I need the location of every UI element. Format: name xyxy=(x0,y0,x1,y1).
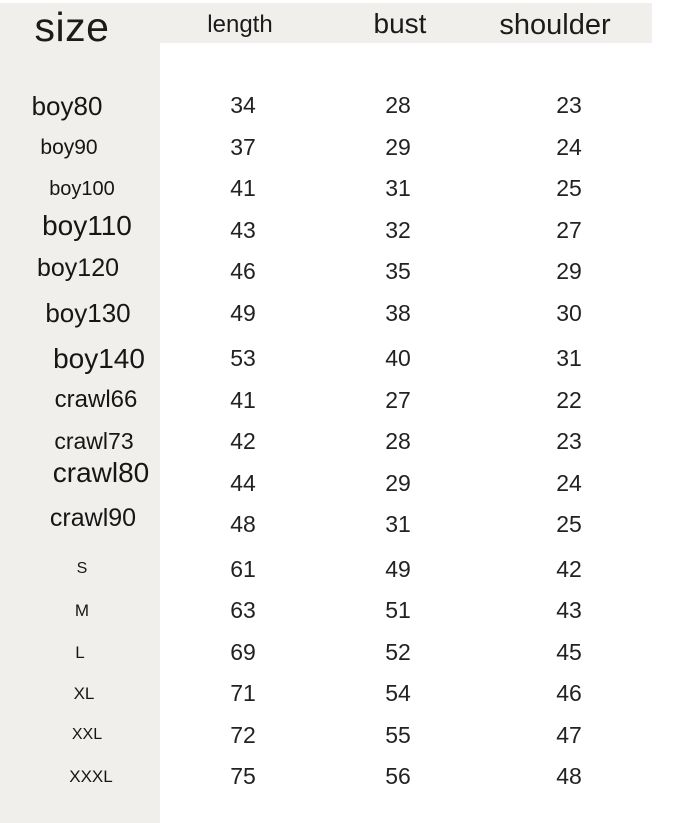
shoulder-value: 47 xyxy=(556,721,582,748)
shoulder-value: 30 xyxy=(556,299,582,326)
table-row xyxy=(0,251,668,293)
length-value: 44 xyxy=(230,469,256,496)
size-label: S xyxy=(76,560,88,578)
size-label: boy140 xyxy=(53,342,145,374)
size-label: crawl80 xyxy=(52,457,150,489)
shoulder-value: 27 xyxy=(556,216,582,243)
bust-value: 51 xyxy=(385,597,411,624)
bust-value: 40 xyxy=(385,345,411,372)
shoulder-value: 23 xyxy=(556,428,582,455)
length-value: 53 xyxy=(230,345,256,372)
shoulder-value: 46 xyxy=(556,680,582,707)
bust-value: 29 xyxy=(385,469,411,496)
column-header-bust: bust xyxy=(373,7,427,39)
shoulder-value: 24 xyxy=(556,133,582,160)
shoulder-value: 25 xyxy=(556,175,582,202)
table-row xyxy=(0,504,668,546)
bust-value: 49 xyxy=(385,555,411,582)
length-value: 37 xyxy=(230,133,256,160)
length-value: 49 xyxy=(230,299,256,326)
bust-value: 32 xyxy=(385,216,411,243)
shoulder-value: 45 xyxy=(556,638,582,665)
length-value: 41 xyxy=(230,386,256,413)
shoulder-value: 43 xyxy=(556,597,582,624)
length-value: 75 xyxy=(230,763,256,790)
length-value: 42 xyxy=(230,428,256,455)
bust-value: 28 xyxy=(385,92,411,119)
size-label: M xyxy=(74,601,90,621)
bust-value: 52 xyxy=(385,638,411,665)
length-value: 41 xyxy=(230,175,256,202)
shoulder-value: 31 xyxy=(556,345,582,372)
size-label: XXXL xyxy=(69,767,113,787)
table-row xyxy=(0,549,668,591)
column-header-size: size xyxy=(34,4,110,50)
bust-value: 29 xyxy=(385,133,411,160)
size-label: crawl66 xyxy=(54,386,138,414)
length-value: 34 xyxy=(230,92,256,119)
bust-value: 31 xyxy=(385,175,411,202)
table-row xyxy=(0,168,668,210)
table-row xyxy=(0,85,668,127)
size-label: XXL xyxy=(71,726,103,744)
length-value: 69 xyxy=(230,638,256,665)
header-row xyxy=(0,3,668,50)
size-label: crawl90 xyxy=(49,504,137,533)
size-label: boy100 xyxy=(49,177,115,200)
length-value: 46 xyxy=(230,258,256,285)
length-value: 48 xyxy=(230,511,256,538)
size-label: L xyxy=(75,642,85,662)
shoulder-value: 48 xyxy=(556,763,582,790)
table-row xyxy=(0,338,668,380)
bust-value: 55 xyxy=(385,721,411,748)
table-row xyxy=(0,632,668,674)
shoulder-value: 22 xyxy=(556,386,582,413)
bust-value: 28 xyxy=(385,428,411,455)
table-row xyxy=(0,457,668,505)
bust-value: 35 xyxy=(385,258,411,285)
table-row xyxy=(0,756,668,798)
bust-value: 56 xyxy=(385,763,411,790)
table-row xyxy=(0,673,668,715)
table-row xyxy=(0,127,668,169)
bust-value: 54 xyxy=(385,680,411,707)
size-label: boy110 xyxy=(42,210,132,242)
shoulder-value: 42 xyxy=(556,555,582,582)
shoulder-value: 25 xyxy=(556,511,582,538)
table-row xyxy=(0,715,668,757)
table-row xyxy=(0,380,668,422)
table-row xyxy=(0,590,668,632)
table-body xyxy=(0,43,668,798)
table-row xyxy=(0,293,668,335)
size-label: crawl73 xyxy=(54,428,134,455)
length-value: 71 xyxy=(230,680,256,707)
length-value: 61 xyxy=(230,555,256,582)
size-label: boy90 xyxy=(40,135,98,159)
column-header-shoulder: shoulder xyxy=(499,9,611,41)
length-value: 72 xyxy=(230,721,256,748)
shoulder-value: 29 xyxy=(556,258,582,285)
bust-value: 27 xyxy=(385,386,411,413)
shoulder-value: 23 xyxy=(556,92,582,119)
column-header-length: length xyxy=(207,10,273,38)
bust-value: 31 xyxy=(385,511,411,538)
size-label: XL xyxy=(73,684,95,704)
size-label: boy80 xyxy=(31,90,103,121)
shoulder-value: 24 xyxy=(556,469,582,496)
size-label: boy120 xyxy=(36,254,120,283)
size-label: boy130 xyxy=(45,298,131,329)
bust-value: 38 xyxy=(385,299,411,326)
length-value: 43 xyxy=(230,216,256,243)
length-value: 63 xyxy=(230,597,256,624)
table-row xyxy=(0,210,668,252)
